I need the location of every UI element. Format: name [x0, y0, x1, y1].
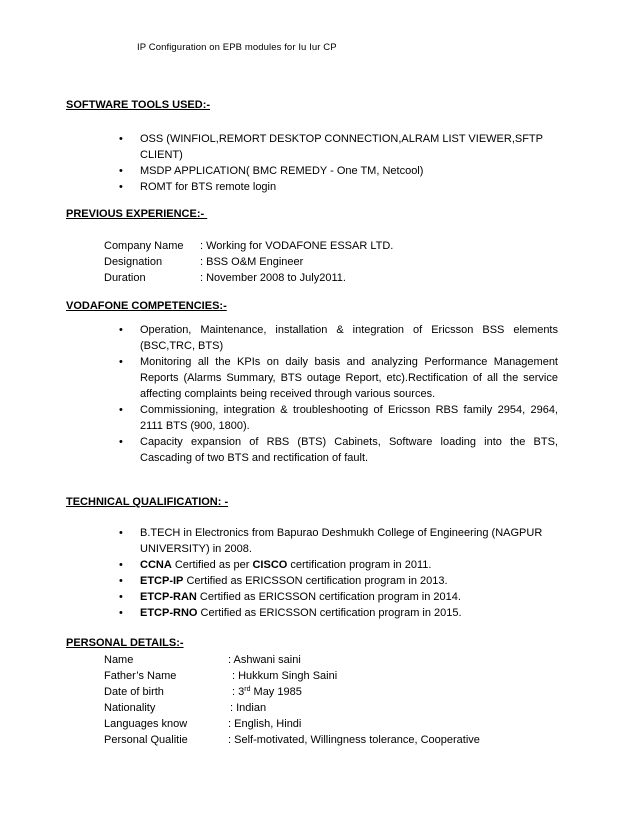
list-item [119, 589, 558, 605]
list-item [119, 573, 558, 589]
list-item-text: B.TECH in Electronics from Bapurao Deshmukh College of Engineering (NAGPUR UNIVERSITY) in 2008. [140, 527, 543, 555]
field-label: Name [104, 654, 134, 666]
list-item-text: Commissioning, integration & troubleshooting of Ericsson RBS family 2954, 2964, 2111 BTS (900, 1800). [140, 404, 558, 432]
bullet-icon: • [119, 559, 123, 571]
list-item-text: OSS (WINFIOL,REMORT DESKTOP CONNECTION,ALRAM LIST VIEWER,SFTP CLIENT) [140, 133, 543, 161]
personal-row [104, 732, 524, 748]
personal-row [104, 684, 524, 700]
field-label: Date of birth [104, 686, 164, 698]
list-item [119, 163, 558, 179]
list-item [119, 525, 558, 557]
section-title-technical-qualification: TECHNICAL QUALIFICATION: - [66, 496, 229, 508]
list-item [119, 354, 558, 402]
dob-suffix: rd [244, 686, 251, 693]
field-value: : BSS O&M Engineer [200, 256, 304, 268]
list-item [119, 434, 558, 466]
bullet-icon: • [119, 181, 123, 193]
field-value: : Self-motivated, Willingness tolerance, Cooperative [228, 734, 480, 746]
section-title-software-tools: SOFTWARE TOOLS USED:- [66, 99, 211, 111]
cert-text: Certified as ERICSSON certification program in 2015. [197, 607, 462, 619]
bullet-icon: • [119, 165, 123, 177]
bullet-icon: • [119, 575, 123, 587]
cert-text: certification program in 2011. [287, 559, 432, 571]
cert-name: ETCP-IP [140, 575, 184, 587]
experience-row [104, 238, 404, 254]
bullet-icon: • [119, 356, 123, 368]
field-label: Duration [104, 272, 146, 284]
list-item [119, 179, 558, 195]
field-value: : November 2008 to July2011. [200, 272, 346, 284]
list-item [119, 605, 558, 621]
personal-row [104, 700, 524, 716]
bullet-icon: • [119, 404, 123, 416]
list-item-text: Operation, Maintenance, installation & integration of Ericsson BSS elements (BSC,TRC, BTS) [140, 324, 558, 352]
cert-text: Certified as per [171, 559, 253, 571]
list-item [119, 557, 558, 573]
dob-day: : 3 [232, 686, 245, 698]
list-item [119, 402, 558, 434]
personal-row [104, 668, 524, 684]
field-value [232, 684, 302, 700]
list-item [119, 322, 558, 354]
field-label: Company Name [104, 240, 184, 252]
field-value: : Ashwani saini [228, 654, 301, 666]
bullet-icon: • [119, 133, 123, 145]
field-label: Father’s Name [104, 670, 177, 682]
bullet-icon: • [119, 324, 123, 336]
personal-row [104, 652, 524, 668]
bullet-icon: • [119, 591, 123, 603]
personal-row [104, 716, 524, 732]
field-value: : Hukkum Singh Saini [232, 670, 338, 682]
cert-text: Certified as ERICSSON certification program in 2013. [183, 575, 448, 587]
bullet-icon: • [119, 527, 123, 539]
list-item [119, 131, 558, 163]
list-item-text: ROMT for BTS remote login [140, 181, 277, 193]
section-title-previous-experience: PREVIOUS EXPERIENCE:- [66, 208, 208, 220]
field-label: Nationality [104, 702, 156, 714]
section-title-vodafone-competencies: VODAFONE COMPETENCIES:- [66, 300, 227, 312]
cert-text: Certified as ERICSSON certification program in 2014. [196, 591, 461, 603]
field-label: Languages know [104, 718, 188, 730]
cert-org: CISCO [252, 559, 288, 571]
experience-row [104, 270, 404, 286]
field-label: Personal Qualitie [104, 734, 188, 746]
experience-row [104, 254, 404, 270]
list-item-text: Monitoring all the KPIs on daily basis and analyzing Performance Management Reports (Alarms Summary, BTS outage Report, etc).Rectification of all the service affecting complaints being received through various sources. [140, 356, 558, 400]
bullet-icon: • [119, 436, 123, 448]
cert-name: ETCP-RAN [140, 591, 197, 603]
field-label: Designation [104, 256, 163, 268]
field-value: : Working for VODAFONE ESSAR LTD. [200, 240, 394, 252]
list-item-text: Capacity expansion of RBS (BTS) Cabinets, Software loading into the BTS, Cascading of two BTS and rectification of fault. [140, 436, 558, 464]
bullet-icon: • [119, 607, 123, 619]
page-header: IP Configuration on EPB modules for Iu Iur CP [137, 42, 337, 53]
field-value: : Indian [230, 702, 267, 714]
dob-month-year: May 1985 [250, 686, 302, 698]
section-title-personal-details: PERSONAL DETAILS:- [66, 637, 184, 649]
list-item-text: MSDP APPLICATION( BMC REMEDY - One TM, Netcool) [140, 165, 424, 177]
cert-name: ETCP-RNO [140, 607, 198, 619]
cert-name: CCNA [140, 559, 172, 571]
field-value: : English, Hindi [228, 718, 302, 730]
